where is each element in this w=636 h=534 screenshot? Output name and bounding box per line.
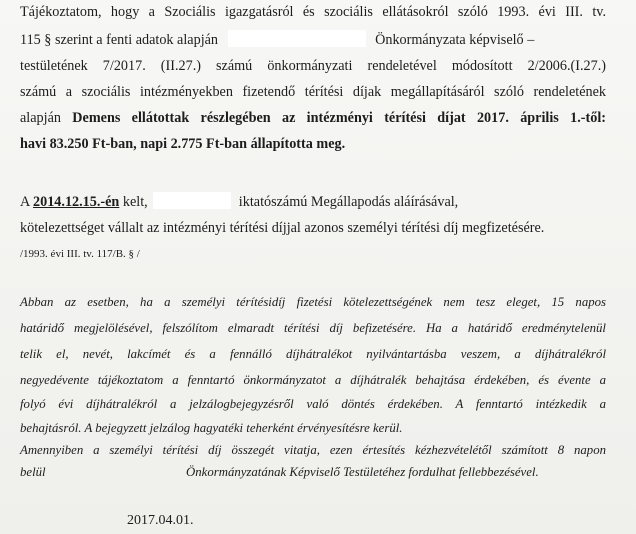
notice-line-3: telik el, nevét, lakcímét és a fennálló díjhátralékot nyilvántartásba veszem, a díjhátralékról — [20, 347, 606, 361]
para2-line-1-start: A — [20, 194, 34, 210]
notice-line-8-end: Önkormányzatának Képviselő Testületéhez fordulhat fellebbezésével. — [186, 465, 539, 479]
notice-line-5: folyó évi díjhátralékról a jelzálogbejegyzésről való döntés érdekében. A fenntartó intézkedik a — [20, 397, 606, 411]
redaction-gap — [51, 464, 181, 479]
redaction-box — [228, 30, 366, 47]
document-date: 2017.04.01. — [127, 513, 194, 528]
para2-line-1-kelt: kelt, — [119, 194, 148, 210]
para2-line-1-end: iktatószámú Megállapodás aláírásával, — [238, 194, 459, 210]
notice-line-4: negyedévente tájékoztatom a fenntartó önkormányzatot a díjhátralék behajtása érdekében, és évente a — [20, 373, 606, 387]
para1-line-5-start: alapján — [20, 110, 73, 126]
para1-line-2 — [20, 30, 534, 50]
notice-line-2: határidő megjelölésével, felszólítom elmaradt térítési díj befizetésére. Ha a határidő eredménytelenül — [20, 321, 606, 335]
para1-line-1: Tájékoztatom, hogy a Szociális igazgatásról és szociális ellátásokról szóló 1993. évi III. tv. — [20, 4, 606, 20]
para1-line-3: testületének 7/2017. (II.27.) számú önkormányzati rendeletével módosított 2/2006.(I.27.) — [20, 58, 606, 74]
fee-amounts-bold: havi 83.250 Ft-ban, napi 2.775 Ft-ban állapította meg. — [20, 136, 346, 152]
fee-statement-bold: Demens ellátottak részlegében az intézményi térítési díjat 2017. április 1.-től: — [72, 110, 606, 126]
para2-line-2: kötelezettséget vállalt az intézményi térítési díjjal azonos személyi térítési díj megfizetésére. — [20, 220, 545, 236]
redaction-box — [153, 192, 231, 209]
para1-line-2-start: 115 § szerint a fenti adatok alapján — [20, 32, 219, 48]
notice-line-7: Amennyiben a személyi térítési díj összegét vitatja, ezen értesítés kézhezvételétől számított 8 napon — [20, 443, 606, 457]
notice-line-8-start: belül — [20, 465, 46, 479]
para2-line-1 — [20, 192, 458, 212]
law-reference: /1993. évi III. tv. 117/B. § / — [20, 248, 140, 260]
para1-line-5 — [20, 108, 606, 128]
para1-line-4: számú a szociális intézményekben fizetendő térítési díjak megállapításáról szóló rendeletének — [20, 84, 606, 100]
agreement-date: 2014.12.15.-én — [33, 194, 120, 210]
notice-line-8 — [20, 462, 539, 482]
notice-line-1: Abban az esetben, ha a személyi térítésidíj fizetési kötelezettségének nem tesz eleget, 15 napos — [20, 295, 606, 309]
notice-line-6: behajtásról. A bejegyzett jelzálog hagyatéki teherként érvényesítésre kerül. — [20, 421, 403, 435]
para1-line-2-end: Önkormányzata képviselő – — [375, 32, 535, 48]
